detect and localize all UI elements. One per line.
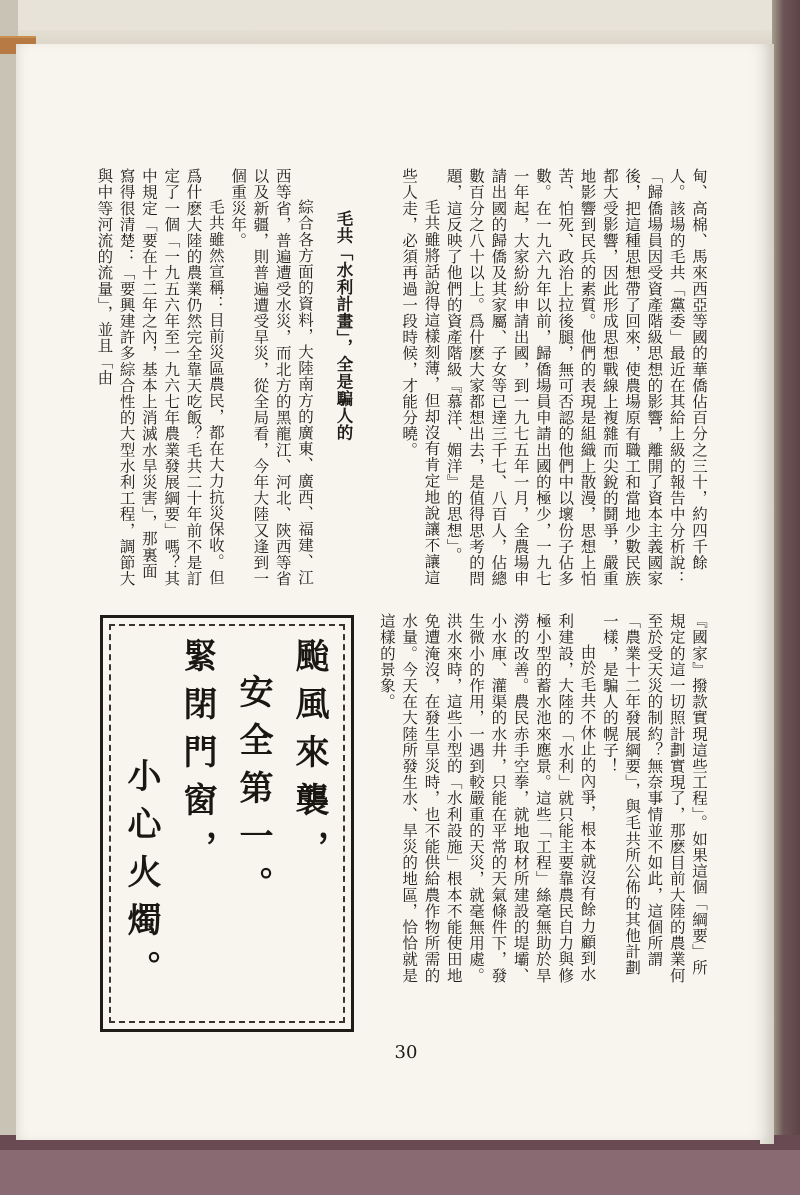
typhoon-notice-box [100,615,354,1032]
text-block-top-right [372,168,710,593]
paragraph: 毛共雖然宣稱：目前災區農民，都在大力抗災保收。但爲什麽大陸的農業仍然完全靠天吃飯？毛共二十年前不是訂定了一個「一九五六年至一九六七年農業發展綱要」嗎？其中規定「要在十二年之內，基本上消滅水旱災害」，那裏面寫得很清楚：「要興建許多綜合性的大型水利工程，調節大與中等河流的流量」，並且「由 [95,168,225,587]
book-cover-bottom-inner [0,1150,800,1195]
notice-line: 安全第一。 [233,674,273,914]
page-number: 30 [394,1042,418,1063]
text-block-top-left [95,168,316,593]
notice-line: 小心火燭。 [121,758,161,998]
book-cover-right [772,0,800,1195]
paragraph: 甸、高棉、馬來西亞等國的華僑佔百分之三十，約四千餘人。該場的毛共「黨委」最近在其給上級的報告中分析說：「歸僑場員因受資產階級思想的影響，離開了資本主義國家後，把這種思想帶了回來，使農場原有職工和當地少數民族都大受影響，因此形成思想戰線上複雜而尖銳的鬪爭，嚴重地影響到民兵的素質。他們的表現是組織上散漫，思想上怕苦、怕死、政治上拉後腿，無可否認的他們中以壞份子佔多數。在一九六九年以前，歸僑場員申請出國的極少，一九七一年起，大家紛紛申請出國，到一九七五年一月，全農場申請出國的歸僑及其家屬、子女等已達三千七、八百人，佔總數百分之八十以上。爲什麽大家都想出去，是值得思考的問題，這反映了他們的資產階級『慕洋、媚洋』的思想」。 [444,168,708,587]
text-block-bottom-right [377,613,710,988]
paragraph: 綜合各方面的資料，大陸南方的廣東、廣西、福建、江西等省，普遍遭受水災，而北方的黑龍江、河北、陝西等省以及新疆，則普遍遭受旱災，從全局看，今年大陸又逢到一個重災年。 [229,168,314,587]
section-heading: 毛共「水利計畫」，全是騙人的 [334,210,353,442]
notice-line: 緊閉門窗， [177,638,217,878]
notice-line: 颱風來襲， [289,638,329,878]
notice-content [121,638,333,1010]
paragraph: 毛共雖將話說得這樣刻薄，但却沒有肯定地說讓不讓這些人走，必須再過一段時候，才能分曉。 [400,168,441,586]
paragraph: 由於毛共不休止的內爭，根本就沒有餘力顧到水利建設，大陸的「水利」就只能主要靠農民自力與修極小型的蓄水池來應景。這些「工程」絲毫無助於旱澇的改善。農民赤手空拳，就地取材所建設的堤壩、小水庫、灌渠的水井，只能在平常的天氣條件下，發生微小的作用，一遇到較嚴重的天災，就毫無用處。洪水來時，這些小型的「水利設施」根本不能使田地免遭淹沒，在發生旱災時，也不能供給農作物所需的水量。今天在大陸所發生水、旱災的地區，恰恰就是這樣的景象。 [377,613,597,984]
paragraph: 『國家』撥款實現這些工程」。如果這個「綱要」所規定的這一切照計劃實現了，那麽目前大陸的農業何至於受天災的制約？無奈事情並不如此，這個所謂「農業十二年發展綱要」，與毛共所公佈的其他計劃一樣，是騙人的幌子！ [600,613,708,984]
